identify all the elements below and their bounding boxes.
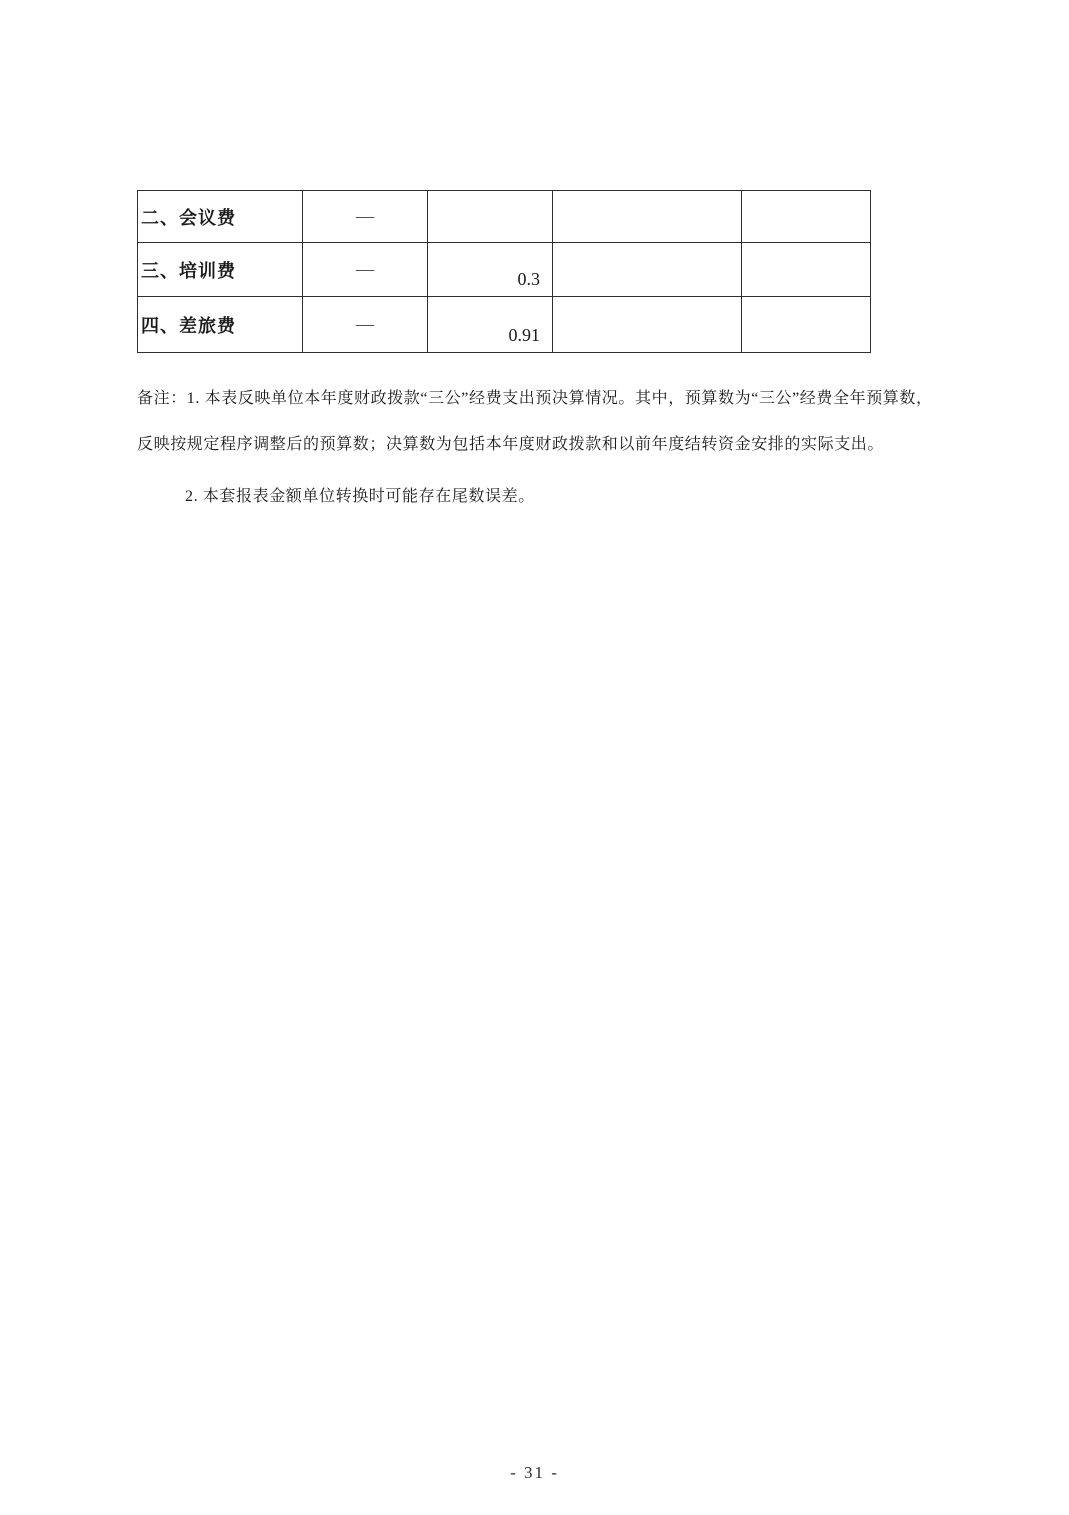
three-public-expense-table	[137, 190, 871, 353]
cell-training-col5	[742, 243, 871, 297]
table-row-training-fee	[138, 243, 871, 297]
row-label-travel-fee: 四、差旅费	[138, 297, 303, 353]
cell-training-col4	[553, 243, 742, 297]
cell-travel-col5	[742, 297, 871, 353]
row-label-meeting-fee: 二、会议费	[138, 191, 303, 243]
notes-line-3: 2. 本套报表金额单位转换时可能存在尾数误差。	[185, 488, 535, 505]
cell-travel-col4	[553, 297, 742, 353]
cell-meeting-final	[428, 191, 553, 243]
cell-travel-final: 0.91	[428, 297, 553, 353]
cell-training-budget: —	[303, 243, 428, 297]
cell-meeting-col4	[553, 191, 742, 243]
table-row-travel-fee	[138, 297, 871, 353]
notes-line-2: 反映按规定程序调整后的预算数；决算数为包括本年度财政拨款和以前年度结转资金安排的实际支出。	[137, 436, 885, 453]
cell-meeting-col5	[742, 191, 871, 243]
table-row-meeting-fee	[138, 191, 871, 243]
notes-line-1: 备注：1. 本表反映单位本年度财政拨款“三公”经费支出预决算情况。其中，预算数为“三公”经费全年预算数，	[137, 390, 933, 407]
cell-travel-budget: —	[303, 297, 428, 353]
row-label-training-fee: 三、培训费	[138, 243, 303, 297]
cell-meeting-budget: —	[303, 191, 428, 243]
cell-training-final: 0.3	[428, 243, 553, 297]
page-number: - 31 -	[510, 1463, 559, 1482]
